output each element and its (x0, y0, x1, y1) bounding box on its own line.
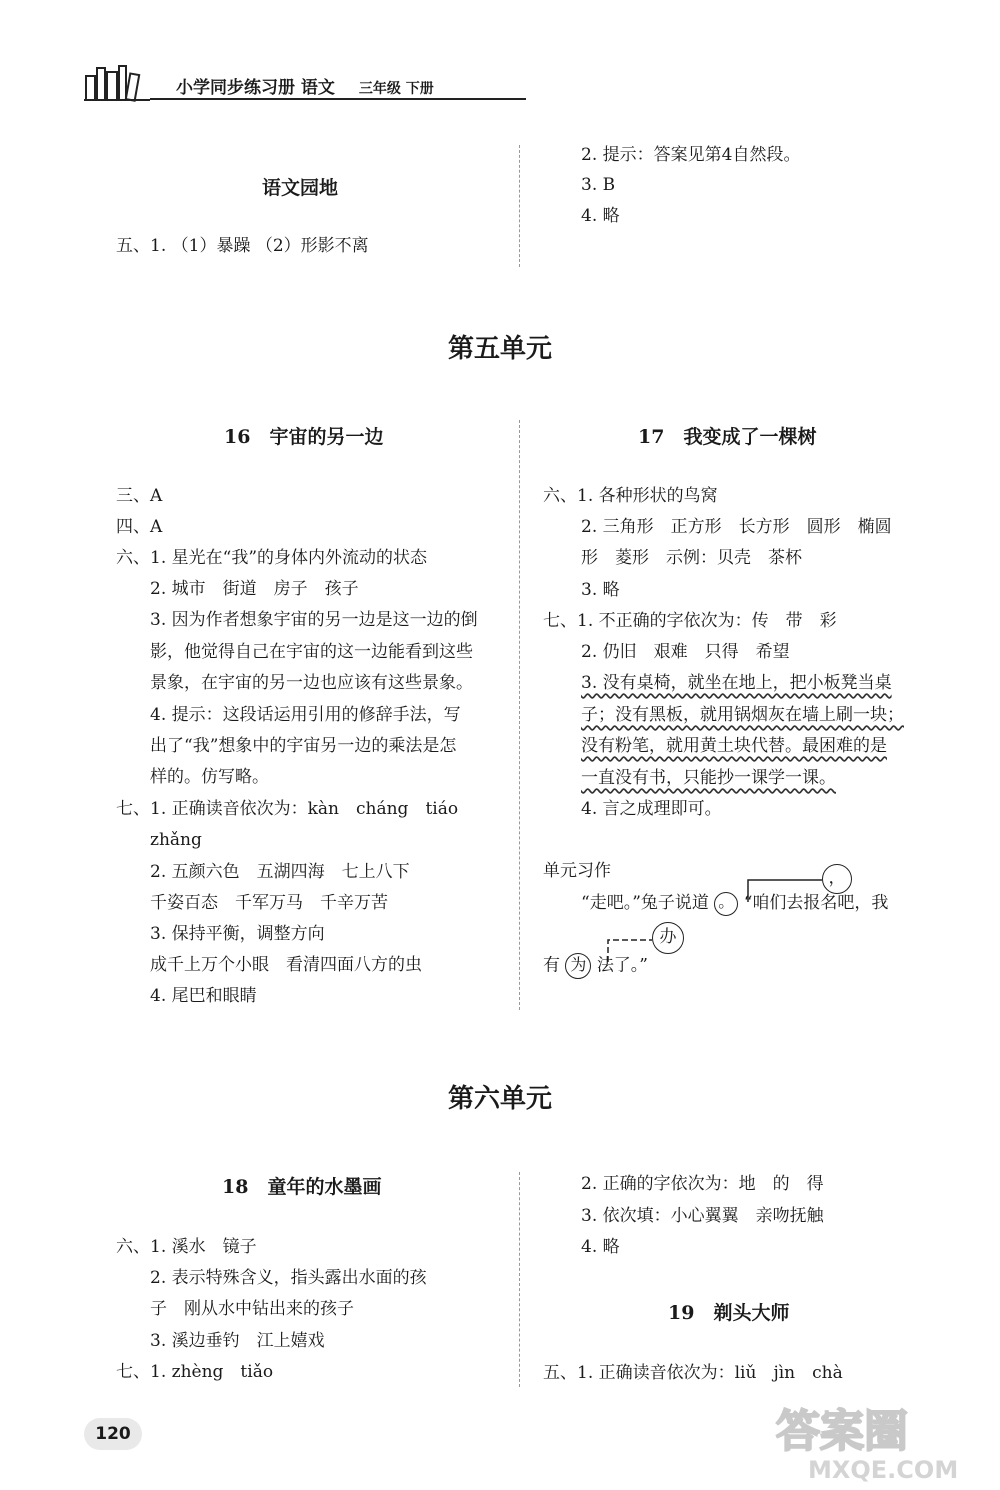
section-title-yuwen-garden: 语文园地 (262, 177, 339, 199)
lesson-title-19: 19 剃头大师 (668, 1302, 790, 1324)
writing-title: 单元习作 (543, 861, 611, 881)
unit-title-5: 第五单元 (447, 334, 552, 364)
circled-wrong-character: 为 (565, 953, 591, 979)
answer-line: 3. B (581, 175, 616, 195)
answer-line: 景象，在宇宙的另一边也应该有这些景象。 (150, 673, 473, 693)
column-divider-top (519, 145, 520, 267)
answer-line: 四、A (116, 517, 163, 537)
answer-line: 影，他觉得自己在宇宙的这一边能看到这些 (150, 642, 473, 662)
lesson-title-17: 17 我变成了一棵树 (638, 426, 817, 448)
underlined-answer-line: 子；没有黑板，就用锅烟灰在墙上刷一块； (581, 705, 904, 725)
inserted-character-mark: 办 (652, 922, 684, 954)
underlined-answer-line: 一直没有书，只能抄一课学一课。 (581, 768, 836, 788)
answer-line: 2. 仍旧 艰难 只得 希望 (581, 642, 790, 662)
page-number: 120 (84, 1418, 142, 1450)
answer-line: 3. 保持平衡，调整方向 (150, 924, 325, 944)
header-book-title: 小学同步练习册 语文 (176, 78, 335, 98)
answer-line: 3. 溪边垂钓 江上嬉戏 (150, 1331, 325, 1351)
writing-line-1 (581, 891, 888, 916)
svg-text:答案圈: 答案圈 (776, 1406, 908, 1457)
writing-text: “咱们去报名吧，我 (743, 893, 889, 913)
writing-text: 法了。” (596, 955, 649, 976)
answer-line: 3. 依次填：小心翼翼 亲吻抚触 (581, 1206, 824, 1226)
answer-line: 3. 略 (581, 580, 620, 600)
books-logo-icon (84, 62, 150, 102)
circled-period-mark: 。 (714, 892, 738, 916)
answer-line: 2. 正确的字依次为：地 的 得 (581, 1174, 824, 1194)
answer-line: 4. 略 (581, 1237, 620, 1257)
answer-line: 4. 尾巴和眼睛 (150, 986, 257, 1006)
answer-line: 出了“我”想象中的宇宙另一边的乘法是怎 (150, 736, 457, 756)
answer-line: 千姿百态 千军万马 千辛万苦 (150, 893, 388, 913)
answer-line: 三、A (116, 486, 163, 506)
answer-line: 2. 表示特殊含义，指头露出水面的孩 (150, 1268, 427, 1288)
unit-title-6: 第六单元 (447, 1084, 552, 1114)
answer-line: 4. 略 (581, 206, 620, 226)
underlined-answer-line: 没有粉笔，就用黄土块代替。最困难的是 (581, 736, 887, 756)
column-divider-unit5 (519, 420, 520, 1010)
answer-line: 4. 言之成理即可。 (581, 799, 722, 819)
writing-text: “走吧。”兔子说道 (581, 893, 709, 913)
answer-line: 形 菱形 示例：贝壳 茶杯 (581, 548, 802, 568)
writing-line-2 (543, 953, 648, 979)
answer-line: 2. 三角形 正方形 长方形 圆形 椭圆 (581, 517, 892, 537)
answer-line: 六、1. 溪水 镜子 (116, 1237, 257, 1257)
answer-line: 七、1. 不正确的字依次为：传 带 彩 (543, 611, 837, 631)
answer-line: 2. 城市 街道 房子 孩子 (150, 579, 359, 599)
header-title (176, 73, 434, 98)
answer-line: 成千上万个小眼 看清四面八方的虫 (150, 955, 422, 975)
writing-text: 有 (543, 955, 560, 976)
answer-line: 七、1. zhèng tiǎo (116, 1362, 274, 1382)
column-divider-unit6 (519, 1172, 520, 1387)
lesson-title-16: 16 宇宙的另一边 (224, 426, 384, 448)
svg-text:MXQE.COM: MXQE.COM (808, 1456, 959, 1484)
inserted-comma-mark: ， (822, 864, 852, 894)
header-grade: 三年级 下册 (358, 81, 434, 97)
answer-line: 七、1. 正确读音依次为：kàn cháng tiáo (116, 799, 459, 819)
answer-line: 子 刚从水中钻出来的孩子 (150, 1299, 354, 1319)
underlined-answer-line: 3. 没有桌椅，就坐在地上，把小板凳当桌 (581, 673, 892, 693)
answer-line: 3. 因为作者想象宇宙的另一边是这一边的倒 (150, 610, 478, 630)
answer-line: zhǎng (150, 830, 202, 850)
answer-line: 样的。仿写略。 (150, 767, 269, 787)
answer-line: 4. 提示：这段话运用引用的修辞手法，写 (150, 705, 461, 725)
answer-line: 2. 五颜六色 五湖四海 七上八下 (150, 862, 410, 882)
answer-line: 五、1. 正确读音依次为：liǔ jìn chà (543, 1363, 843, 1383)
answer-line: 2. 提示：答案见第4自然段。 (581, 145, 801, 165)
header-rule (150, 98, 526, 100)
lesson-title-18: 18 童年的水墨画 (222, 1176, 382, 1198)
watermark-logo (768, 1390, 998, 1486)
answer-line: 五、1. （1）暴躁 （2）形影不离 (116, 236, 369, 256)
answer-line: 六、1. 星光在“我”的身体内外流动的状态 (116, 548, 428, 568)
answer-line: 六、1. 各种形状的鸟窝 (543, 486, 718, 506)
